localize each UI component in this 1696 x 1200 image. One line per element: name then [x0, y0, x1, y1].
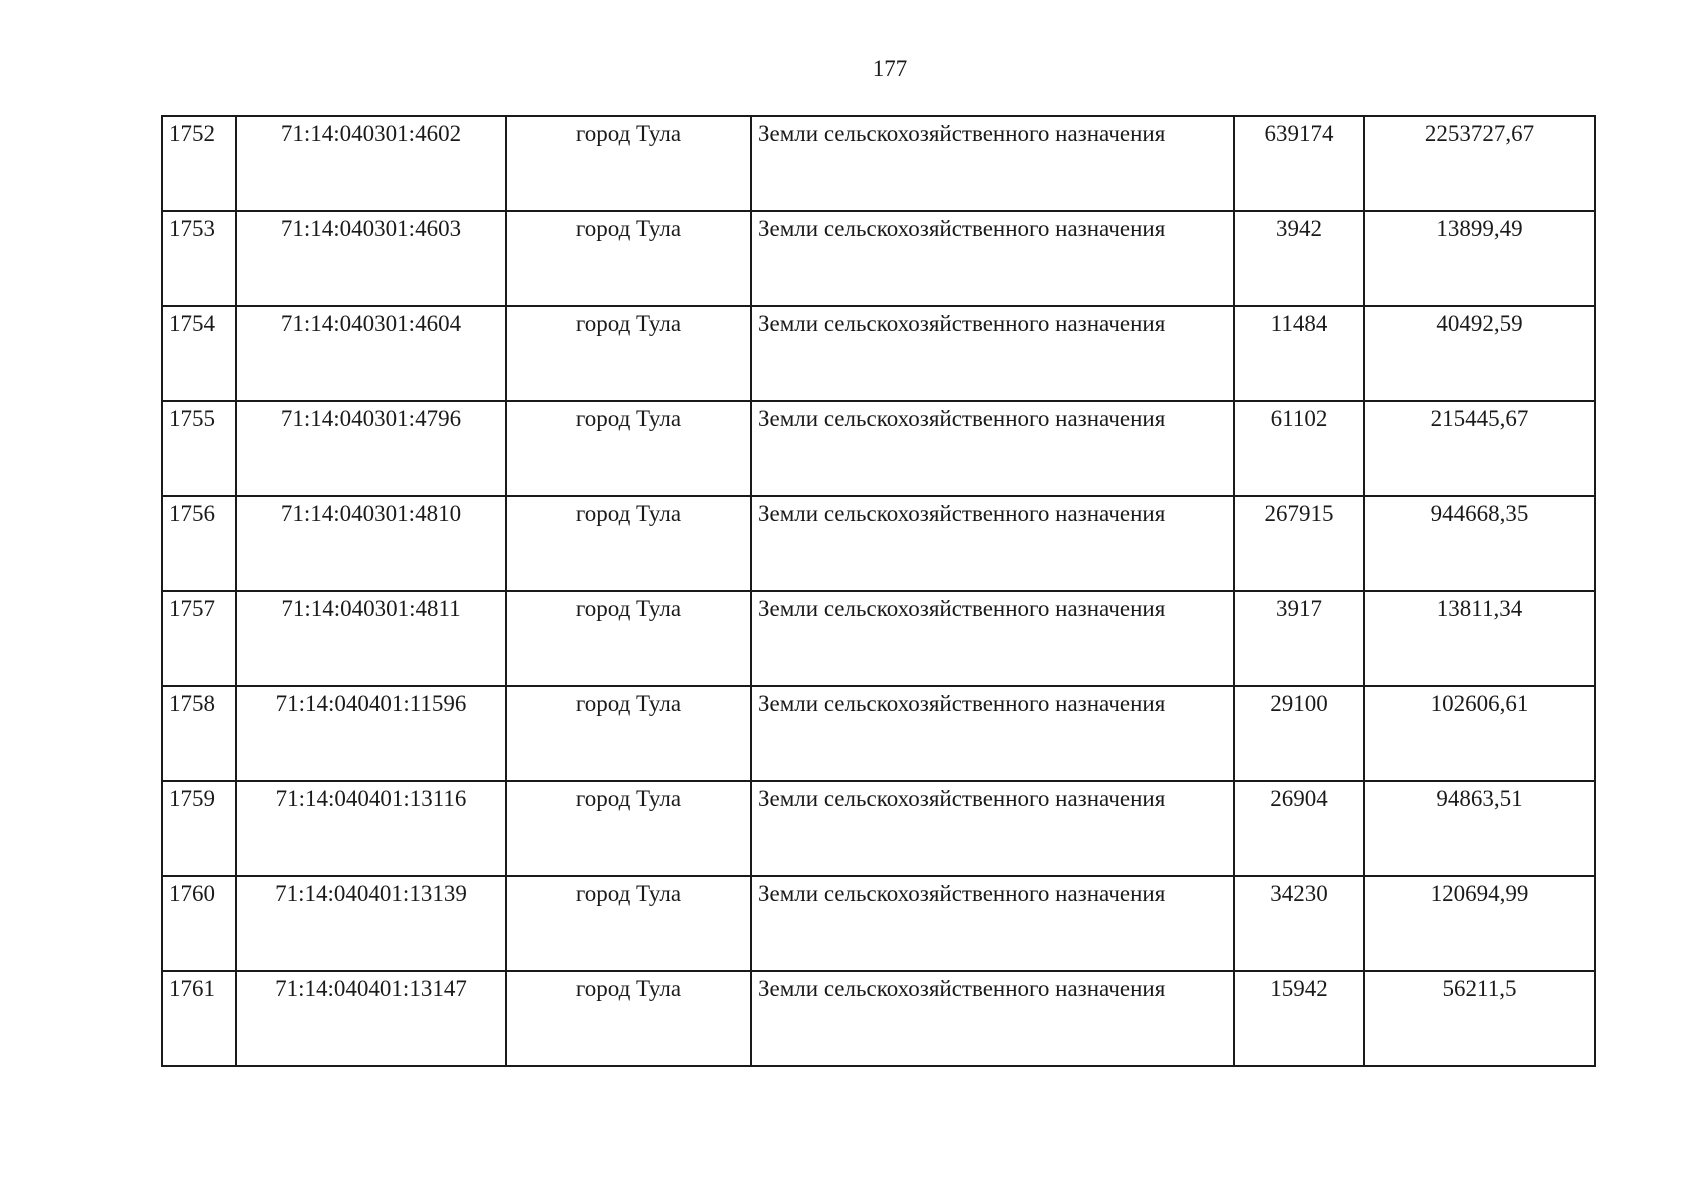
- area-cell: 639174: [1234, 116, 1364, 211]
- land-category-cell: Земли сельскохозяйственного назначения: [751, 971, 1234, 1066]
- table-row: [162, 401, 1595, 496]
- cadastral-value-cell: 944668,35: [1364, 496, 1595, 591]
- table-row: [162, 211, 1595, 306]
- cadastral-value-cell: 13899,49: [1364, 211, 1595, 306]
- table-row: [162, 591, 1595, 686]
- location-cell: город Тула: [506, 876, 751, 971]
- location-cell: город Тула: [506, 781, 751, 876]
- land-category-cell: Земли сельскохозяйственного назначения: [751, 591, 1234, 686]
- area-cell: 61102: [1234, 401, 1364, 496]
- row-number-cell: 1756: [162, 496, 236, 591]
- land-plots-table: [161, 115, 1596, 1067]
- cadastral-number-cell: 71:14:040401:13116: [236, 781, 506, 876]
- cadastral-value-cell: 102606,61: [1364, 686, 1595, 781]
- land-category-cell: Земли сельскохозяйственного назначения: [751, 306, 1234, 401]
- area-cell: 11484: [1234, 306, 1364, 401]
- area-cell: 3917: [1234, 591, 1364, 686]
- cadastral-number-cell: 71:14:040401:11596: [236, 686, 506, 781]
- cadastral-value-cell: 215445,67: [1364, 401, 1595, 496]
- cadastral-value-cell: 120694,99: [1364, 876, 1595, 971]
- row-number-cell: 1753: [162, 211, 236, 306]
- cadastral-value-cell: 40492,59: [1364, 306, 1595, 401]
- table-row: [162, 876, 1595, 971]
- table-row: [162, 116, 1595, 211]
- area-cell: 15942: [1234, 971, 1364, 1066]
- land-category-cell: Земли сельскохозяйственного назначения: [751, 876, 1234, 971]
- location-cell: город Тула: [506, 401, 751, 496]
- land-category-cell: Земли сельскохозяйственного назначения: [751, 781, 1234, 876]
- cadastral-number-cell: 71:14:040301:4810: [236, 496, 506, 591]
- cadastral-number-cell: 71:14:040301:4603: [236, 211, 506, 306]
- row-number-cell: 1759: [162, 781, 236, 876]
- location-cell: город Тула: [506, 686, 751, 781]
- location-cell: город Тула: [506, 116, 751, 211]
- row-number-cell: 1758: [162, 686, 236, 781]
- cadastral-number-cell: 71:14:040401:13147: [236, 971, 506, 1066]
- cadastral-value-cell: 56211,5: [1364, 971, 1595, 1066]
- area-cell: 267915: [1234, 496, 1364, 591]
- page-number: 177: [872, 56, 908, 81]
- cadastral-value-cell: 2253727,67: [1364, 116, 1595, 211]
- area-cell: 3942: [1234, 211, 1364, 306]
- location-cell: город Тула: [506, 306, 751, 401]
- land-category-cell: Земли сельскохозяйственного назначения: [751, 686, 1234, 781]
- area-cell: 26904: [1234, 781, 1364, 876]
- area-cell: 29100: [1234, 686, 1364, 781]
- location-cell: город Тула: [506, 591, 751, 686]
- cadastral-number-cell: 71:14:040301:4796: [236, 401, 506, 496]
- cadastral-number-cell: 71:14:040301:4604: [236, 306, 506, 401]
- row-number-cell: 1755: [162, 401, 236, 496]
- table-row: [162, 686, 1595, 781]
- cadastral-number-cell: 71:14:040301:4602: [236, 116, 506, 211]
- land-category-cell: Земли сельскохозяйственного назначения: [751, 401, 1234, 496]
- cadastral-number-cell: 71:14:040401:13139: [236, 876, 506, 971]
- table-row: [162, 781, 1595, 876]
- row-number-cell: 1760: [162, 876, 236, 971]
- row-number-cell: 1757: [162, 591, 236, 686]
- table-row: [162, 306, 1595, 401]
- location-cell: город Тула: [506, 496, 751, 591]
- table-row: [162, 496, 1595, 591]
- cadastral-value-cell: 94863,51: [1364, 781, 1595, 876]
- row-number-cell: 1752: [162, 116, 236, 211]
- row-number-cell: 1754: [162, 306, 236, 401]
- land-category-cell: Земли сельскохозяйственного назначения: [751, 496, 1234, 591]
- land-category-cell: Земли сельскохозяйственного назначения: [751, 211, 1234, 306]
- row-number-cell: 1761: [162, 971, 236, 1066]
- location-cell: город Тула: [506, 211, 751, 306]
- land-category-cell: Земли сельскохозяйственного назначения: [751, 116, 1234, 211]
- cadastral-value-cell: 13811,34: [1364, 591, 1595, 686]
- cadastral-number-cell: 71:14:040301:4811: [236, 591, 506, 686]
- table-row: [162, 971, 1595, 1066]
- area-cell: 34230: [1234, 876, 1364, 971]
- location-cell: город Тула: [506, 971, 751, 1066]
